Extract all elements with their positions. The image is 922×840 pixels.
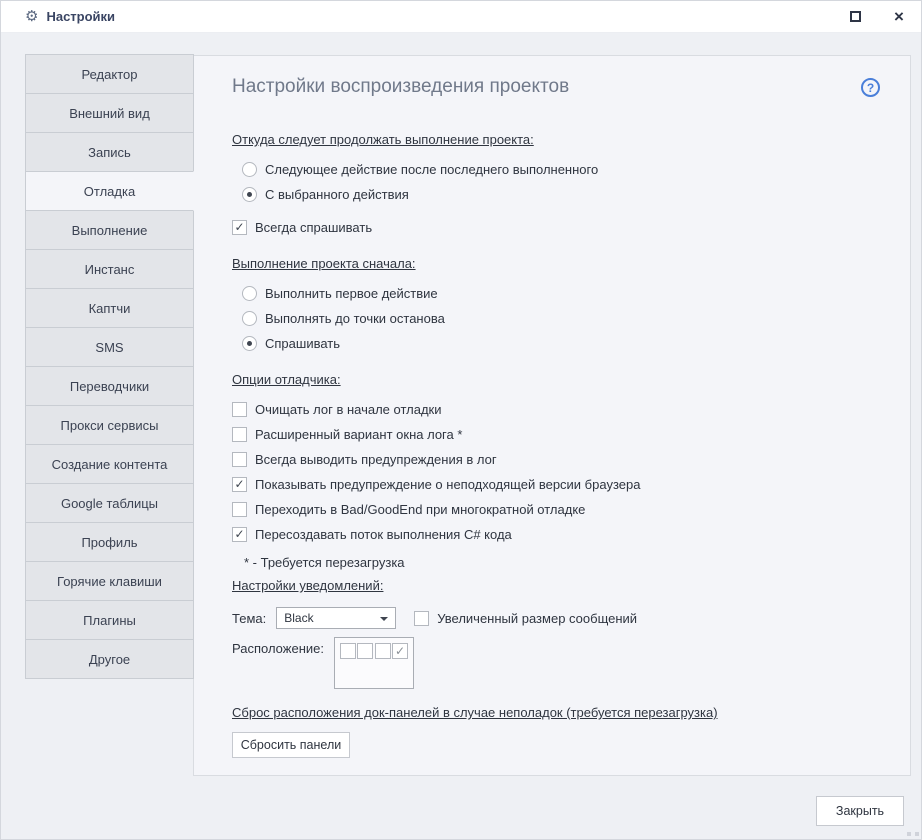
checkbox-label: Пересоздавать поток выполнения C# кода bbox=[255, 527, 512, 542]
page-title: Настройки воспроизведения проектов bbox=[232, 76, 570, 97]
notification-position-grid bbox=[334, 637, 414, 689]
settings-tab[interactable] bbox=[25, 327, 194, 367]
settings-panel bbox=[193, 55, 911, 776]
maximize-icon bbox=[850, 11, 861, 22]
settings-tab-label: SMS bbox=[95, 339, 124, 355]
help-icon[interactable]: ? bbox=[861, 78, 880, 97]
gear-icon: ⚙ bbox=[25, 8, 39, 25]
settings-tab[interactable] bbox=[25, 210, 194, 250]
restart-note: * - Требуется перезагрузка bbox=[244, 555, 405, 570]
checkbox-option[interactable] bbox=[232, 397, 880, 422]
position-checkbox[interactable] bbox=[392, 643, 408, 659]
checkbox-label: Показывать предупреждение о неподходящей версии браузера bbox=[255, 477, 641, 492]
settings-tab[interactable] bbox=[25, 600, 194, 640]
title-bar bbox=[1, 1, 921, 33]
settings-tab[interactable] bbox=[25, 522, 194, 562]
radio-label: Выполнять до точки останова bbox=[265, 311, 445, 326]
debugger-checkbox-group bbox=[232, 397, 880, 547]
settings-tab[interactable] bbox=[25, 171, 194, 211]
checkbox-icon bbox=[232, 452, 247, 467]
checkbox-label: Переходить в Bad/GoodEnd при многократной отладке bbox=[255, 502, 586, 517]
settings-tab[interactable] bbox=[25, 366, 194, 406]
radio-icon bbox=[242, 336, 257, 351]
checkbox-option[interactable] bbox=[232, 522, 880, 547]
settings-tab-label: Переводчики bbox=[69, 378, 150, 394]
radio-option[interactable] bbox=[232, 331, 880, 356]
radio-label: Спрашивать bbox=[265, 336, 341, 351]
checkbox-icon bbox=[232, 527, 247, 542]
checkbox-label: Всегда выводить предупреждения в лог bbox=[255, 452, 497, 467]
checkbox-icon bbox=[232, 220, 247, 235]
settings-tab-label: Выполнение bbox=[71, 222, 148, 238]
settings-tab[interactable] bbox=[25, 249, 194, 289]
reset-panels-button[interactable]: Сбросить панели bbox=[232, 732, 350, 758]
radio-label: Следующее действие после последнего выполненного bbox=[265, 162, 599, 177]
reset-panels-link[interactable]: Сброс расположения док-панелей в случае неполадок (требуется перезагрузка) bbox=[232, 705, 718, 720]
maximize-button[interactable] bbox=[833, 1, 877, 32]
settings-tab-label: Другое bbox=[88, 651, 131, 667]
settings-tab-label: Создание контента bbox=[51, 456, 168, 472]
position-checkbox[interactable] bbox=[375, 643, 391, 659]
theme-selected-value: Black bbox=[284, 611, 314, 625]
settings-tab[interactable] bbox=[25, 54, 194, 94]
settings-tab-label: Плагины bbox=[83, 612, 136, 628]
checkbox-option[interactable] bbox=[232, 447, 880, 472]
larger-messages-checkbox[interactable] bbox=[414, 607, 637, 629]
radio-option[interactable] bbox=[232, 281, 880, 306]
window-controls bbox=[833, 1, 921, 32]
checkbox-option[interactable] bbox=[232, 472, 880, 497]
notifications-section-label: Настройки уведомлений: bbox=[232, 578, 384, 593]
settings-tab-label: Горячие клавиши bbox=[57, 573, 162, 589]
checkbox-icon bbox=[232, 402, 247, 417]
settings-tab-label: Google таблицы bbox=[60, 495, 159, 511]
close-icon: × bbox=[894, 7, 904, 26]
position-checkbox[interactable] bbox=[357, 643, 373, 659]
checkbox-option[interactable] bbox=[232, 497, 880, 522]
checkbox-label: Всегда спрашивать bbox=[255, 220, 373, 235]
settings-tab-list bbox=[25, 55, 194, 679]
settings-tab-label: Профиль bbox=[81, 534, 138, 550]
position-label: Расположение: bbox=[232, 641, 324, 656]
settings-tab-label: Внешний вид bbox=[69, 105, 150, 121]
settings-tab-label: Запись bbox=[88, 144, 131, 160]
checkbox-label: Увеличенный размер сообщений bbox=[437, 610, 638, 626]
close-dialog-button[interactable]: Закрыть bbox=[816, 796, 904, 826]
start-radio-group bbox=[232, 281, 880, 356]
radio-label: С выбранного действия bbox=[265, 187, 409, 202]
settings-tab-label: Редактор bbox=[81, 66, 138, 82]
radio-option[interactable] bbox=[232, 306, 880, 331]
radio-option[interactable] bbox=[232, 157, 880, 182]
checkbox-icon bbox=[232, 502, 247, 517]
radio-icon bbox=[242, 286, 257, 301]
settings-tab[interactable] bbox=[25, 132, 194, 172]
radio-option[interactable] bbox=[232, 182, 880, 207]
settings-tab[interactable] bbox=[25, 561, 194, 601]
resize-grip[interactable] bbox=[907, 832, 919, 836]
settings-tab-label: Отладка bbox=[83, 183, 136, 199]
radio-label: Выполнить первое действие bbox=[265, 286, 438, 301]
radio-icon bbox=[242, 311, 257, 326]
radio-icon bbox=[242, 187, 257, 202]
position-checkbox[interactable] bbox=[340, 643, 356, 659]
checkbox-icon bbox=[232, 477, 247, 492]
window-title: Настройки bbox=[46, 9, 116, 24]
checkbox-icon bbox=[232, 427, 247, 442]
theme-label: Тема: bbox=[232, 610, 267, 626]
checkbox-label: Очищать лог в начале отладки bbox=[255, 402, 442, 417]
resume-radio-group bbox=[232, 157, 880, 207]
settings-tab-label: Прокси сервисы bbox=[60, 417, 159, 433]
checkbox-label: Расширенный вариант окна лога * bbox=[255, 427, 463, 442]
settings-tab-label: Инстанс bbox=[84, 261, 135, 277]
settings-tab[interactable] bbox=[25, 288, 194, 328]
settings-tab[interactable] bbox=[25, 444, 194, 484]
close-button[interactable] bbox=[877, 1, 921, 32]
settings-tab[interactable] bbox=[25, 405, 194, 445]
start-section-label: Выполнение проекта сначала: bbox=[232, 256, 416, 271]
radio-icon bbox=[242, 162, 257, 177]
theme-select[interactable] bbox=[276, 607, 396, 629]
settings-tab[interactable] bbox=[25, 93, 194, 133]
settings-tab[interactable] bbox=[25, 639, 194, 679]
resume-section-label: Откуда следует продолжать выполнение проекта: bbox=[232, 132, 534, 147]
checkbox-option[interactable] bbox=[232, 422, 880, 447]
settings-tab[interactable] bbox=[25, 483, 194, 523]
checkbox-icon bbox=[414, 611, 429, 626]
chevron-down-icon bbox=[380, 617, 388, 621]
always-ask-checkbox[interactable] bbox=[232, 215, 880, 240]
settings-tab-label: Каптчи bbox=[88, 300, 131, 316]
debugger-section-label: Опции отладчика: bbox=[232, 372, 341, 387]
